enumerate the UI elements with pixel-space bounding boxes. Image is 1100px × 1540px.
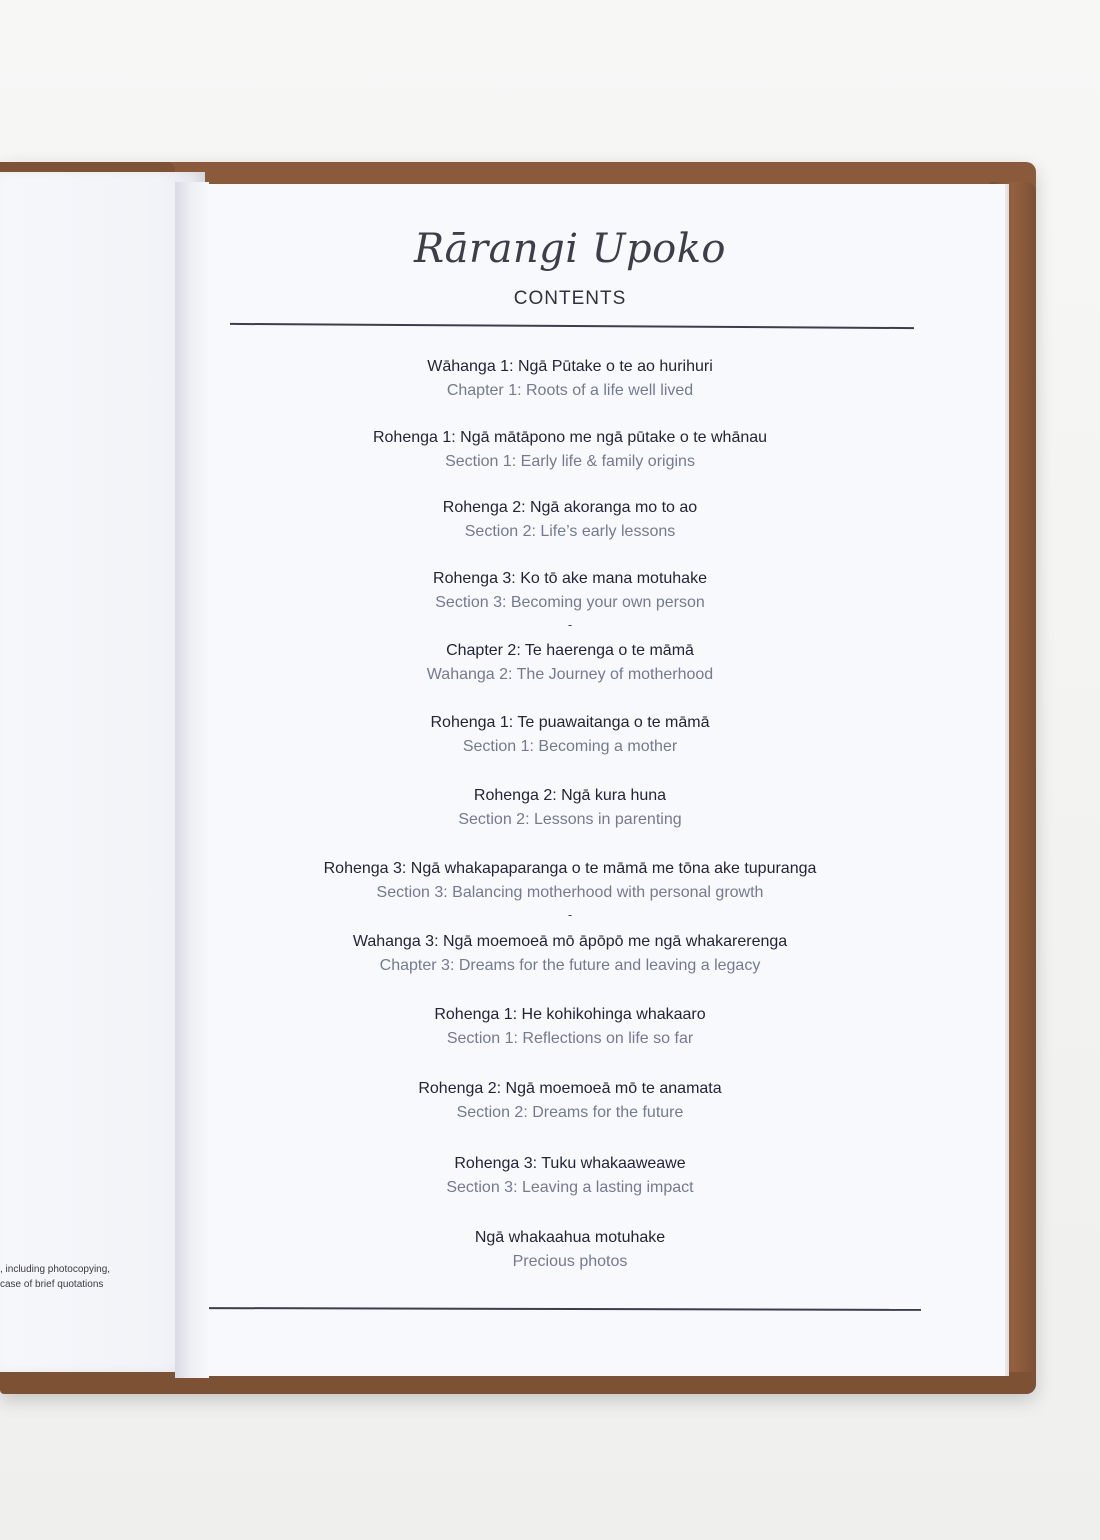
toc-english-title: Section 2: Life’s early lessons	[464, 523, 676, 540]
toc-entry	[205, 355, 935, 403]
copyright-line: , including photocopying,	[0, 1264, 111, 1275]
section-separator: -	[567, 617, 573, 632]
toc-entry	[205, 1226, 935, 1274]
toc-entry	[205, 1152, 935, 1200]
toc-entry	[205, 496, 935, 544]
toc-entry	[205, 930, 935, 978]
toc-maori-title: Rohenga 3: Tuku whakaaweawe	[454, 1155, 686, 1172]
toc-english-title: Precious photos	[512, 1253, 628, 1270]
toc-english-title: Section 3: Becoming your own person	[435, 594, 705, 611]
toc-english-title: Section 2: Dreams for the future	[456, 1104, 684, 1121]
toc-entry	[205, 567, 935, 615]
toc-entry	[205, 1077, 935, 1125]
toc-maori-title: Rohenga 3: Ngā whakapaparanga o te māmā me tōna ake tupuranga	[323, 860, 817, 877]
toc-english-title: Section 1: Becoming a mother	[462, 738, 678, 755]
toc-english-title: Section 1: Reflections on life so far	[446, 1030, 694, 1047]
toc-entry	[205, 1003, 935, 1051]
page-subtitle: CONTENTS	[513, 288, 627, 309]
toc-maori-title: Rohenga 1: Ngā mātāpono me ngā pūtake o te whānau	[372, 429, 768, 446]
section-separator: -	[567, 907, 573, 922]
toc-english-title: Section 1: Early life & family origins	[445, 453, 695, 470]
toc-english-title: Chapter 3: Dreams for the future and leaving a legacy	[379, 957, 761, 974]
toc-maori-title: Rohenga 2: Ngā akoranga mo to ao	[442, 499, 698, 516]
toc-maori-title: Rohenga 2: Ngā kura huna	[473, 787, 667, 804]
copyright-notice	[0, 1262, 170, 1292]
toc-english-title: Section 3: Balancing motherhood with personal growth	[376, 884, 764, 901]
toc-maori-title: Rohenga 3: Ko tō ake mana motuhake	[433, 570, 707, 587]
toc-english-title: Wahanga 2: The Journey of motherhood	[426, 666, 714, 683]
toc-maori-title: Rohenga 1: He kohikohinga whakaaro	[434, 1006, 706, 1023]
toc-maori-title: Rohenga 1: Te puawaitanga o te māmā	[430, 714, 710, 731]
book-gutter	[175, 182, 209, 1378]
toc-maori-title: Wāhanga 1: Ngā Pūtake o te ao hurihuri	[427, 358, 713, 375]
toc-entry	[205, 857, 935, 905]
toc-maori-title: Chapter 2: Te haerenga o te māmā	[446, 642, 694, 659]
page-title: Rārangi Upoko	[413, 226, 727, 272]
toc-entry	[205, 711, 935, 759]
copyright-line: case of brief quotations	[0, 1279, 104, 1290]
toc-entry	[205, 639, 935, 687]
toc-english-title: Section 2: Lessons in parenting	[458, 811, 682, 828]
toc-entry	[205, 784, 935, 832]
toc-maori-title: Rohenga 2: Ngā moemoeā mō te anamata	[418, 1080, 722, 1097]
toc-maori-title: Wahanga 3: Ngā moemoeā mō āpōpō me ngā whakarerenga	[352, 933, 788, 950]
toc-entry	[205, 426, 935, 474]
toc-english-title: Chapter 1: Roots of a life well lived	[446, 382, 694, 399]
toc-english-title: Section 3: Leaving a lasting impact	[446, 1179, 694, 1196]
toc-maori-title: Ngā whakaahua motuhake	[474, 1229, 666, 1246]
